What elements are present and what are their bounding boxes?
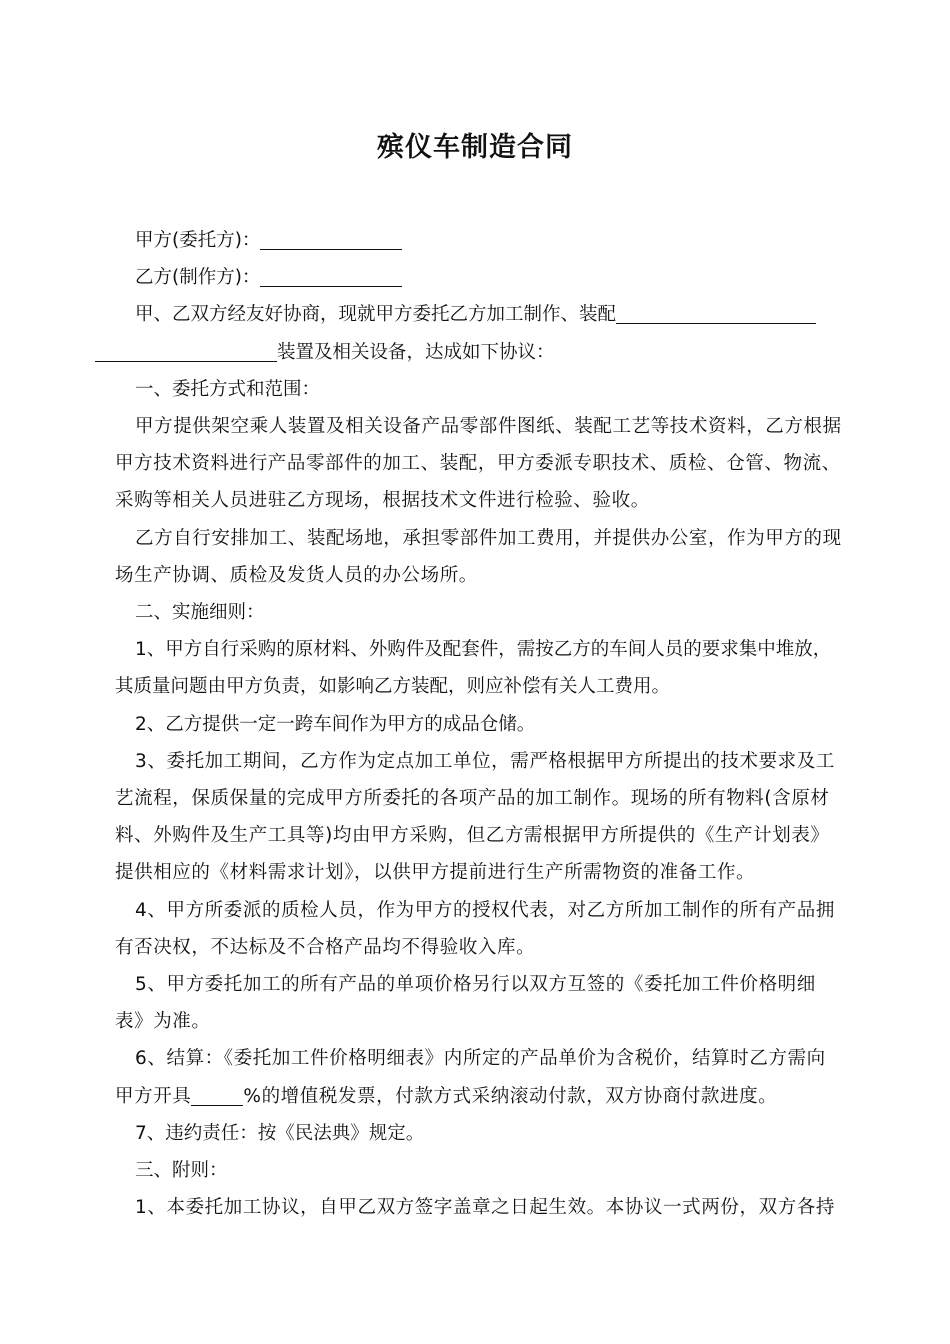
section-2-item-7: 7、违约责任：按《民法典》规定。 (135, 1122, 425, 1144)
device-name-blank-2[interactable] (95, 339, 277, 362)
section-2-item-4: 4、甲方所委派的质检人员，作为甲方的授权代表，对乙方所加工制作的所有产品拥有否决权，不达标及不合格产品均不得验收入库。 (115, 899, 835, 958)
party-b-line (115, 259, 842, 296)
intro-text-b: 装置及相关设备，达成如下协议： (277, 341, 555, 363)
party-b-label: 乙方(制作方)： (135, 267, 261, 289)
section-2-item-1: 1、甲方自行采购的原材料、外购件及配套件，需按乙方的车间人员的要求集中堆放，其质量问题由甲方负责，如影响乙方装配，则应补偿有关人工费用。 (115, 639, 832, 698)
section-1-heading: 一、委托方式和范围： (135, 378, 321, 400)
section-2-item-2: 2、乙方提供一定一跨车间作为甲方的成品仓储。 (135, 713, 536, 735)
section-3-heading: 三、附则： (135, 1160, 228, 1182)
section-2-item-6-text-a: 6、结算：《委托加工件价格明细表》内所定的产品单价为含税价，结算时乙方需向甲方开具 (115, 1048, 826, 1107)
section-3-item-1: 1、本委托加工协议，自甲乙双方签字盖章之日起生效。本协议一式两份，双方各持 (135, 1197, 835, 1219)
section-1-paragraph-2: 乙方自行安排加工、装配场地，承担零部件加工费用，并提供办公室，作为甲方的现场生产协调、质检及发货人员的办公场所。 (115, 527, 842, 586)
document-title: 殡仪车制造合同 (377, 132, 573, 163)
device-name-blank-1[interactable] (616, 301, 816, 324)
party-a-blank[interactable] (260, 227, 402, 250)
section-2-item-6 (115, 1040, 842, 1114)
party-a-line (115, 222, 842, 259)
document-body (115, 222, 842, 1226)
section-2-item-3: 3、委托加工期间，乙方作为定点加工单位，需严格根据甲方所提出的技术要求及工艺流程，保质保量的完成甲方所委托的各项产品的加工制作。现场的所有物料(含原材料、外购件及生产工具等)均由甲方采购，但乙方需根据甲方所提供的《生产计划表》提供相应的《材料需求计划》，以供甲方提前进行生产所需物资的准备工作。 (115, 750, 835, 884)
section-2-item-6-text-b: %的增值税发票，付款方式采纳滚动付款，双方协商付款进度。 (243, 1085, 778, 1107)
intro-paragraph (115, 296, 842, 370)
section-2-heading: 二、实施细则： (135, 602, 265, 624)
vat-rate-blank[interactable] (191, 1083, 243, 1106)
party-a-label: 甲方(委托方)： (135, 230, 261, 251)
section-2-item-5: 5、甲方委托加工的所有产品的单项价格另行以双方互签的《委托加工件价格明细表》为准。 (115, 974, 816, 1033)
intro-text-a: 甲、乙双方经友好协商，现就甲方委托乙方加工制作、装配 (135, 304, 617, 326)
party-b-blank[interactable] (260, 264, 402, 287)
section-1-paragraph-1: 甲方提供架空乘人装置及相关设备产品零部件图纸、装配工艺等技术资料，乙方根据甲方技术资料进行产品零部件的加工、装配，甲方委派专职技术、质检、仓管、物流、采购等相关人员进驻乙方现场，根据技术文件进行检验、验收。 (115, 416, 842, 512)
